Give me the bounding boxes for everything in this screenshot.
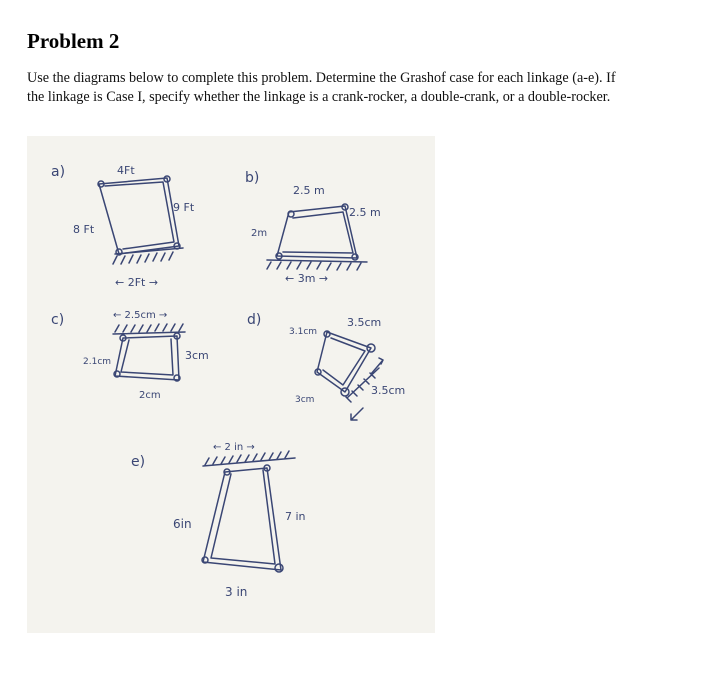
d-linkage-drawing [315,331,383,420]
e-left-link-length: 6in [173,517,192,531]
instructions-line-1: Use the diagrams below to complete this problem. Determine the Grashof case for each linkage (a-e). If [27,70,616,86]
b-left-link-length: 2m [251,228,268,239]
linkage-sketch-photo [27,136,435,633]
c-ground-length: ← 2.5cm → [113,310,168,321]
e-right-link-length: 7 in [285,510,306,523]
label-a: a) [51,164,66,180]
linkage-a [51,164,195,289]
a-right-link-length: 9 Ft [173,201,195,214]
d-right-link-length: 3.5cm [371,384,406,397]
linkage-d [247,312,405,420]
instructions-line-2: the linkage is Case I, specify whether the linkage is a crank-rocker, a double-crank, or a double-rocker. [27,89,611,105]
linkage-c [51,310,209,401]
label-b: b) [245,170,260,186]
a-left-link-length: 8 Ft [73,223,95,236]
d-top-link-length: 3.5cm [347,316,382,329]
c-linkage-drawing [113,324,185,381]
linkage-sketch-drawing [27,136,435,633]
e-linkage-drawing [202,451,295,572]
label-c: c) [51,312,65,328]
a-coupler-length: 4Ft [117,164,135,177]
problem-instructions [27,69,707,107]
a-ground-length: ← 2Ft → [115,276,159,289]
c-right-link-length: 3cm [185,349,209,362]
linkage-b [245,170,381,285]
e-bottom-link-length: 3 in [225,585,248,599]
d-bottom-link-length: 3cm [295,395,315,405]
d-left-link-length: 3.1cm [289,327,318,337]
b-ground-length: ← 3m → [285,272,329,285]
problem-title: Problem 2 [27,29,120,53]
linkage-e [131,442,306,599]
c-bottom-link-length: 2cm [139,390,161,401]
c-left-link-length: 2.1cm [83,357,112,367]
e-ground-length: ← 2 in → [213,442,255,453]
b-right-link-length: 2.5 m [349,206,381,219]
b-coupler-length: 2.5 m [293,184,325,197]
label-d: d) [247,312,262,328]
a-linkage-drawing [98,176,183,264]
label-e: e) [131,454,146,470]
